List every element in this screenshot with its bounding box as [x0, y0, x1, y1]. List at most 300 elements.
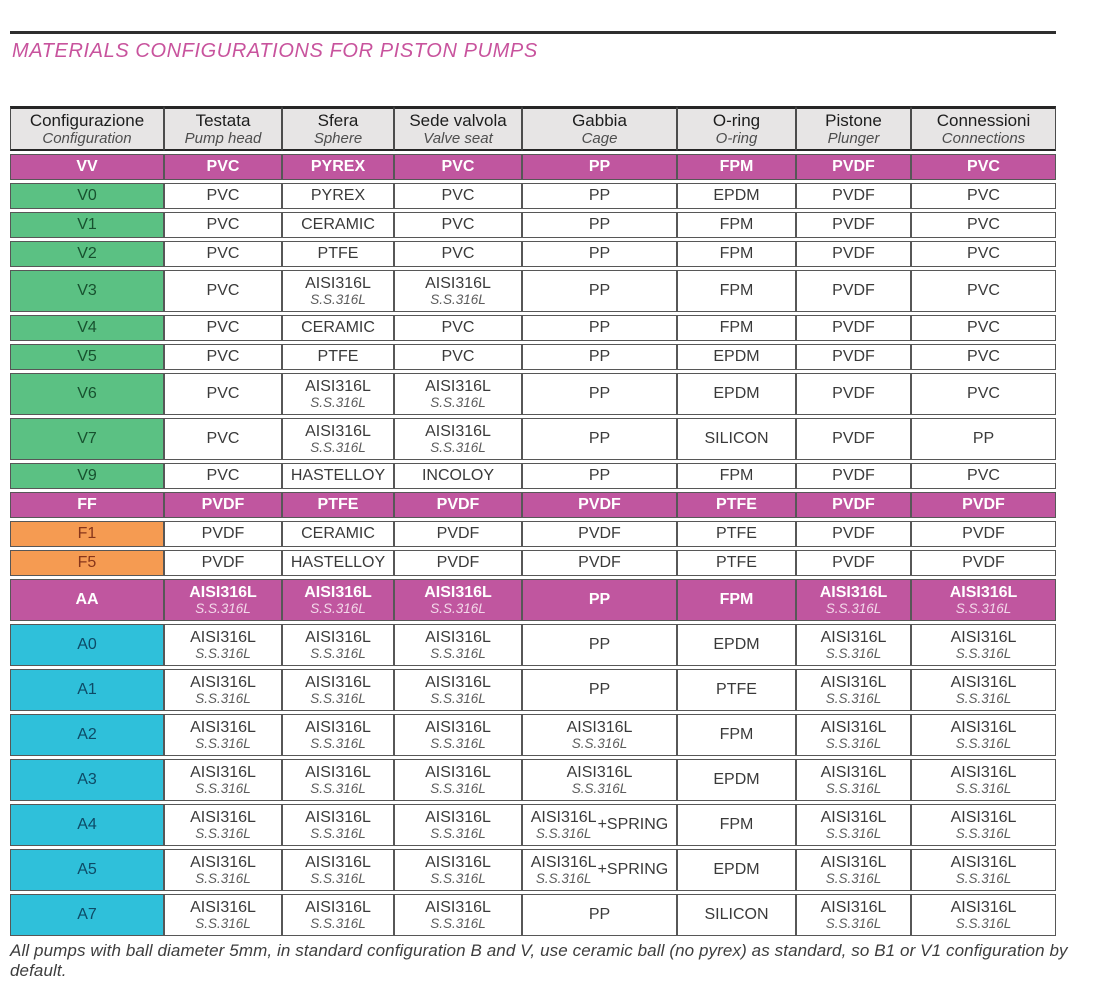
material-name: AISI316L: [190, 854, 256, 872]
material-cell: EPDM: [677, 183, 796, 209]
material-cell: [164, 894, 282, 936]
material-cell: PP: [522, 624, 677, 666]
material-name: AISI316L: [425, 854, 491, 872]
material-subname: S.S.316L: [310, 291, 366, 307]
table-header: [10, 106, 1056, 151]
material-cell: [394, 373, 522, 415]
material-cell: PVC: [164, 154, 282, 180]
material-name: AISI316L: [820, 809, 887, 827]
material-name: AISI316L: [566, 719, 633, 737]
material-cell: [282, 759, 394, 801]
material-cell: FPM: [677, 154, 796, 180]
material-cell: [282, 804, 394, 846]
material-cell: PVDF: [796, 241, 911, 267]
material-name: AISI316L: [189, 584, 257, 602]
material-name: AISI316L: [305, 899, 371, 917]
material-subname: S.S.316L: [535, 825, 592, 841]
header-label-en: Connections: [941, 129, 1026, 147]
material-cell: PVC: [394, 241, 522, 267]
material-cell: [796, 849, 911, 891]
material-cell: PVC: [911, 241, 1056, 267]
material-name: AISI316L: [305, 378, 371, 396]
material-cell: EPDM: [677, 849, 796, 891]
config-cell-vv: VV: [10, 154, 164, 180]
material-cell: PP: [522, 344, 677, 370]
material-cell: PVC: [164, 418, 282, 460]
material-cell: PP: [522, 270, 677, 312]
material-cell: [282, 894, 394, 936]
config-cell-a5: A5: [10, 849, 164, 891]
material-cell: PVDF: [796, 270, 911, 312]
material-subname: S.S.316L: [571, 735, 628, 751]
material-name: AISI316L: [950, 764, 1017, 782]
material-cell: PP: [911, 418, 1056, 460]
material-cell: PVDF: [796, 492, 911, 518]
material-subname: S.S.316L: [430, 600, 486, 616]
material-cell: SILICON: [677, 418, 796, 460]
header-label-en: Valve seat: [423, 129, 493, 147]
material-name: AISI316L: [190, 674, 256, 692]
material-with-spring: [525, 854, 674, 886]
header-cell-o-ring: [677, 106, 796, 151]
material-subname: S.S.316L: [825, 825, 882, 841]
material-name: AISI316L: [305, 275, 371, 293]
material-subname: S.S.316L: [310, 780, 366, 796]
material-cell: PVC: [394, 154, 522, 180]
material-cell: FPM: [677, 270, 796, 312]
table-row-v4: [10, 315, 1056, 341]
material-subname: S.S.316L: [430, 291, 486, 307]
material-cell: FPM: [677, 212, 796, 238]
config-cell-v1: V1: [10, 212, 164, 238]
material-subname: S.S.316L: [955, 645, 1012, 661]
material-cell: PP: [522, 579, 677, 621]
material-name: AISI316L: [190, 809, 256, 827]
material-name: AISI316L: [304, 584, 372, 602]
material-cell: [911, 804, 1056, 846]
material-cell: PYREX: [282, 154, 394, 180]
material-cell: EPDM: [677, 624, 796, 666]
material-cell: FPM: [677, 579, 796, 621]
material-subname: S.S.316L: [825, 915, 882, 931]
material-subname: S.S.316L: [430, 780, 486, 796]
material-cell: [796, 714, 911, 756]
material-subname: S.S.316L: [955, 825, 1012, 841]
material-subname: S.S.316L: [955, 915, 1012, 931]
material-cell: PVDF: [911, 550, 1056, 576]
material-name: AISI316L: [190, 764, 256, 782]
table-row-a5: [10, 849, 1056, 891]
header-cell-sphere: [282, 106, 394, 151]
material-cell: PVDF: [911, 521, 1056, 547]
material-cell: PVC: [164, 373, 282, 415]
header-cell-connections: [911, 106, 1056, 151]
table-row-a4: [10, 804, 1056, 846]
material-cell: PP: [522, 183, 677, 209]
material-cell: PVC: [911, 315, 1056, 341]
material-cell: PTFE: [677, 492, 796, 518]
material-cell: PVC: [164, 212, 282, 238]
material-cell: PVC: [394, 183, 522, 209]
material-subname: S.S.316L: [430, 690, 486, 706]
material-cell: PVDF: [796, 521, 911, 547]
header-label-en: Configuration: [42, 129, 132, 147]
material-subname: S.S.316L: [955, 780, 1012, 796]
material-subname: S.S.316L: [195, 825, 251, 841]
table-body: [10, 154, 1056, 936]
material-subname: S.S.316L: [310, 690, 366, 706]
header-cell-pump-head: [164, 106, 282, 151]
header-label-en: Cage: [581, 129, 618, 147]
material-cell: [394, 804, 522, 846]
material-subname: S.S.316L: [195, 645, 251, 661]
material-cell: PVDF: [796, 315, 911, 341]
material-cell: PVDF: [394, 521, 522, 547]
table-row-v7: [10, 418, 1056, 460]
material-cell: PVC: [394, 212, 522, 238]
material-cell: PP: [522, 894, 677, 936]
config-cell-f1: F1: [10, 521, 164, 547]
material-subname: S.S.316L: [430, 825, 486, 841]
material-cell: EPDM: [677, 759, 796, 801]
material-cell: PP: [522, 463, 677, 489]
material-name: AISI316L: [820, 629, 887, 647]
material-name: AISI316L: [190, 899, 256, 917]
material-name: AISI316L: [425, 719, 491, 737]
material-name: AISI316L: [425, 629, 491, 647]
material-subname: S.S.316L: [310, 439, 366, 455]
material-name: AISI316L: [950, 719, 1017, 737]
material-cell: PP: [522, 241, 677, 267]
material-subname: S.S.316L: [955, 735, 1012, 751]
material-cell: [911, 894, 1056, 936]
material-name: AISI316L: [305, 629, 371, 647]
material-name: AISI316L: [820, 764, 887, 782]
material-cell: [522, 759, 677, 801]
material-cell: [164, 804, 282, 846]
material-cell: CERAMIC: [282, 315, 394, 341]
material-cell: PVDF: [796, 463, 911, 489]
config-cell-a7: A7: [10, 894, 164, 936]
material-cell: [796, 759, 911, 801]
material-name: AISI316L: [950, 674, 1017, 692]
material-cell: PVC: [164, 270, 282, 312]
header-label-en: O-ring: [715, 129, 758, 147]
header-label-it: Testata: [195, 111, 251, 130]
config-cell-v2: V2: [10, 241, 164, 267]
material-cell: PVC: [911, 183, 1056, 209]
material-cell: [522, 804, 677, 846]
material-subname: S.S.316L: [310, 600, 366, 616]
material-cell: PVC: [164, 241, 282, 267]
material-cell: PVDF: [796, 183, 911, 209]
material-cell: [394, 759, 522, 801]
material-name: AISI316L: [819, 584, 888, 602]
material-cell: [282, 270, 394, 312]
material-cell: PVDF: [164, 492, 282, 518]
table-row-v3: [10, 270, 1056, 312]
material-subname: S.S.316L: [195, 870, 251, 886]
material-cell: [911, 669, 1056, 711]
material-name: AISI316L: [425, 899, 491, 917]
config-cell-v9: V9: [10, 463, 164, 489]
material-name: AISI316L: [820, 854, 887, 872]
material-cell: [911, 849, 1056, 891]
material-cell: [394, 624, 522, 666]
table-row-vv: [10, 154, 1056, 180]
material-cell: PVC: [164, 344, 282, 370]
material-subname: S.S.316L: [430, 645, 486, 661]
config-cell-a4: A4: [10, 804, 164, 846]
material-subname: S.S.316L: [955, 870, 1012, 886]
material-cell: PTFE: [282, 492, 394, 518]
material-cell: [282, 849, 394, 891]
material-cell: PVDF: [164, 521, 282, 547]
table-row-ff: [10, 492, 1056, 518]
material-cell: PP: [522, 315, 677, 341]
material-subname: S.S.316L: [430, 439, 486, 455]
header-cell-configuration: [10, 106, 164, 151]
material-cell: PVC: [164, 315, 282, 341]
material-subname: S.S.316L: [535, 870, 592, 886]
material-cell: PP: [522, 418, 677, 460]
material-cell: PVC: [911, 270, 1056, 312]
material-subname: S.S.316L: [825, 735, 882, 751]
header-label-en: Plunger: [827, 129, 880, 147]
material-subname: S.S.316L: [430, 870, 486, 886]
material-cell: [796, 894, 911, 936]
material-name: AISI316L: [425, 674, 491, 692]
material-subname: S.S.316L: [825, 600, 882, 616]
material-subname: S.S.316L: [571, 780, 628, 796]
material-stack: [531, 809, 597, 841]
header-label-en: Pump head: [184, 129, 262, 147]
material-cell: PVDF: [394, 492, 522, 518]
material-cell: PP: [522, 373, 677, 415]
material-cell: [911, 624, 1056, 666]
material-subname: S.S.316L: [310, 825, 366, 841]
header-label-it: Sfera: [317, 111, 359, 130]
material-cell: PVC: [911, 212, 1056, 238]
material-cell: [394, 418, 522, 460]
material-cell: PTFE: [282, 344, 394, 370]
footnote: All pumps with ball diameter 5mm, in standard configuration B and V, use ceramic ball (no pyrex) as standard, so B1 or V1 configuration by default.: [10, 941, 1068, 980]
material-cell: [282, 669, 394, 711]
config-cell-v3: V3: [10, 270, 164, 312]
config-cell-v0: V0: [10, 183, 164, 209]
config-cell-a1: A1: [10, 669, 164, 711]
material-name: AISI316L: [530, 809, 597, 827]
material-name: AISI316L: [305, 719, 371, 737]
config-cell-v5: V5: [10, 344, 164, 370]
material-cell: [911, 714, 1056, 756]
material-name: AISI316L: [820, 899, 887, 917]
material-name: AISI316L: [949, 584, 1018, 602]
material-cell: PVC: [911, 344, 1056, 370]
material-subname: S.S.316L: [825, 780, 882, 796]
table-row-f1: [10, 521, 1056, 547]
material-cell: PVC: [911, 463, 1056, 489]
material-cell: PVC: [394, 344, 522, 370]
table-row-v1: [10, 212, 1056, 238]
material-cell: CERAMIC: [282, 521, 394, 547]
material-name: AISI316L: [950, 899, 1017, 917]
material-name: AISI316L: [305, 764, 371, 782]
material-name: AISI316L: [566, 764, 633, 782]
material-cell: [522, 849, 677, 891]
material-cell: PVC: [394, 315, 522, 341]
config-cell-a2: A2: [10, 714, 164, 756]
material-subname: S.S.316L: [310, 870, 366, 886]
material-cell: CERAMIC: [282, 212, 394, 238]
material-subname: S.S.316L: [310, 915, 366, 931]
material-name: AISI316L: [950, 809, 1017, 827]
table-row-a3: [10, 759, 1056, 801]
header-label-it: Connessioni: [936, 111, 1031, 130]
material-cell: [282, 624, 394, 666]
header-label-it: Sede valvola: [409, 111, 507, 130]
table-row-v9: [10, 463, 1056, 489]
material-cell: PVDF: [394, 550, 522, 576]
material-cell: PVDF: [796, 154, 911, 180]
material-cell: PVDF: [796, 344, 911, 370]
material-cell: INCOLOY: [394, 463, 522, 489]
material-cell: [394, 270, 522, 312]
material-subname: S.S.316L: [430, 394, 486, 410]
table-row-a7: [10, 894, 1056, 936]
config-cell-aa: AA: [10, 579, 164, 621]
material-cell: EPDM: [677, 373, 796, 415]
material-cell: PVC: [911, 373, 1056, 415]
config-cell-v7: V7: [10, 418, 164, 460]
material-cell: [164, 669, 282, 711]
material-name: AISI316L: [950, 854, 1017, 872]
table-row-v6: [10, 373, 1056, 415]
material-cell: PTFE: [677, 550, 796, 576]
config-cell-v4: V4: [10, 315, 164, 341]
header-cell-plunger: [796, 106, 911, 151]
config-cell-ff: FF: [10, 492, 164, 518]
material-subname: S.S.316L: [195, 780, 251, 796]
material-cell: PVDF: [796, 212, 911, 238]
material-name: AISI316L: [190, 719, 256, 737]
page-title: MATERIALS CONFIGURATIONS FOR PISTON PUMPS: [12, 40, 538, 62]
material-name: AISI316L: [530, 854, 597, 872]
table-row-f5: [10, 550, 1056, 576]
material-subname: S.S.316L: [430, 735, 486, 751]
material-name: AISI316L: [425, 764, 491, 782]
material-subname: S.S.316L: [310, 394, 366, 410]
config-cell-v6: V6: [10, 373, 164, 415]
material-cell: PVDF: [796, 373, 911, 415]
config-cell-f5: F5: [10, 550, 164, 576]
material-cell: [796, 669, 911, 711]
material-name: AISI316L: [425, 378, 491, 396]
material-name: AISI316L: [424, 584, 492, 602]
material-name: AISI316L: [950, 629, 1017, 647]
material-name: AISI316L: [425, 275, 491, 293]
material-cell: PVDF: [796, 550, 911, 576]
material-cell: [164, 579, 282, 621]
material-subname: S.S.316L: [825, 645, 882, 661]
header-label-it: Configurazione: [29, 111, 145, 130]
material-cell: PTFE: [677, 669, 796, 711]
material-subname: S.S.316L: [955, 600, 1012, 616]
material-cell: [164, 759, 282, 801]
material-subname: S.S.316L: [310, 735, 366, 751]
material-subname: S.S.316L: [430, 915, 486, 931]
header-label-it: Pistone: [825, 111, 882, 130]
table-row-aa: [10, 579, 1056, 621]
material-cell: FPM: [677, 241, 796, 267]
table-row-a0: [10, 624, 1056, 666]
material-name: AISI316L: [305, 809, 371, 827]
material-cell: [282, 418, 394, 460]
material-name: AISI316L: [305, 674, 371, 692]
material-subname: S.S.316L: [195, 690, 251, 706]
material-name: AISI316L: [425, 809, 491, 827]
material-cell: [394, 579, 522, 621]
table-row-a1: [10, 669, 1056, 711]
material-cell: [522, 714, 677, 756]
material-cell: FPM: [677, 463, 796, 489]
material-cell: PVC: [164, 463, 282, 489]
material-with-spring: [525, 809, 674, 841]
header-label-it: O-ring: [712, 111, 761, 130]
material-cell: PVDF: [522, 492, 677, 518]
material-cell: PP: [522, 212, 677, 238]
material-name: AISI316L: [305, 423, 371, 441]
material-cell: PVDF: [522, 521, 677, 547]
spring-suffix: +SPRING: [597, 861, 669, 879]
material-cell: [164, 714, 282, 756]
material-subname: S.S.316L: [195, 600, 251, 616]
material-subname: S.S.316L: [825, 870, 882, 886]
material-cell: [911, 579, 1056, 621]
material-cell: PTFE: [282, 241, 394, 267]
material-name: AISI316L: [820, 674, 887, 692]
material-name: AISI316L: [425, 423, 491, 441]
material-cell: [796, 624, 911, 666]
material-cell: PVDF: [796, 418, 911, 460]
header-cell-cage: [522, 106, 677, 151]
material-stack: [531, 854, 597, 886]
material-name: AISI316L: [190, 629, 256, 647]
header-cell-valve-seat: [394, 106, 522, 151]
material-cell: SILICON: [677, 894, 796, 936]
material-cell: [796, 804, 911, 846]
material-cell: PVDF: [911, 492, 1056, 518]
material-cell: PTFE: [677, 521, 796, 547]
materials-configurations-table: [10, 103, 1056, 939]
material-cell: FPM: [677, 714, 796, 756]
material-cell: [394, 894, 522, 936]
material-cell: PP: [522, 669, 677, 711]
material-cell: PVC: [911, 154, 1056, 180]
material-cell: [796, 579, 911, 621]
material-cell: HASTELLOY: [282, 550, 394, 576]
material-name: AISI316L: [305, 854, 371, 872]
header-label-en: Sphere: [313, 129, 363, 147]
material-cell: [282, 579, 394, 621]
material-cell: PP: [522, 154, 677, 180]
material-cell: [282, 373, 394, 415]
material-cell: FPM: [677, 315, 796, 341]
material-cell: PVDF: [522, 550, 677, 576]
header-row: [10, 106, 1056, 151]
material-subname: S.S.316L: [310, 645, 366, 661]
material-cell: PVDF: [164, 550, 282, 576]
